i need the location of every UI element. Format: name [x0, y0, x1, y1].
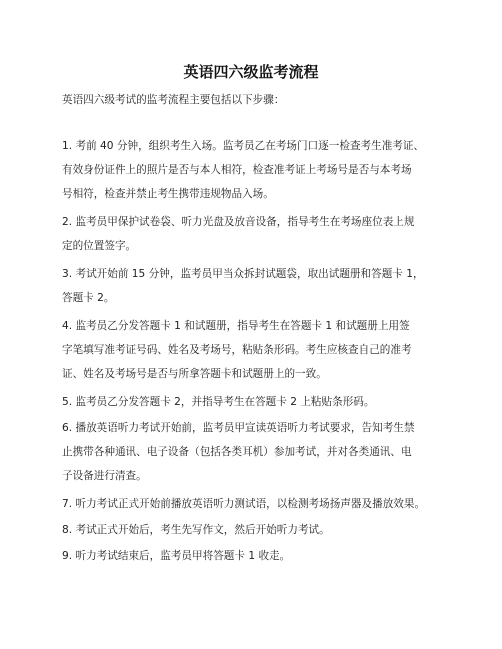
step-6-line-3: 子设备进行清查。: [62, 470, 147, 482]
step-9-line-1: 9. 听力考试结束后，监考员甲将答题卡 1 收走。: [62, 550, 291, 562]
step-4-line-1: 4. 监考员乙分发答题卡 1 和试题册，指导考生在答题卡 1 和试题册上用签: [62, 320, 410, 332]
step-1-line-1: 1. 考前 40 分钟，组织考生入场。监考员乙在考场门口逐一检查考生准考证、: [62, 140, 425, 152]
step-4-line-3: 证、姓名及考场号是否与所拿答题卡和试题册上的一致。: [62, 368, 327, 380]
step-1-line-3: 号相符，检查并禁止考生携带违规物品入场。: [62, 188, 274, 200]
step-8-line-1: 8. 考试正式开始后，考生先写作文，然后开始听力考试。: [62, 524, 330, 536]
intro-text: 英语四六级考试的监考流程主要包括以下步骤：: [62, 94, 285, 106]
step-5-line-1: 5. 监考员乙分发答题卡 2，并指导考生在答题卡 2 上粘贴条形码。: [62, 396, 375, 408]
step-2-line-2: 定的位置签字。: [62, 240, 137, 252]
step-3-line-2: 答题卡 2。: [62, 292, 115, 304]
step-3-line-1: 3. 考试开始前 15 分钟，监考员甲当众拆封试题袋，取出试题册和答题卡 1，: [62, 268, 424, 280]
step-2-line-1: 2. 监考员甲保护试卷袋、听力光盘及放音设备，指导考生在考场座位表上规: [62, 216, 415, 228]
step-6-line-1: 6. 播放英语听力考试开始前，监考员甲宣读英语听力考试要求，告知考生禁: [62, 422, 415, 434]
step-6-line-2: 止携带各种通讯、电子设备（包括各类耳机）参加考试，并对各类通讯、电: [62, 446, 412, 458]
page-title: 英语四六级监考流程: [183, 63, 319, 81]
step-4-line-2: 字笔填写准考证号码、姓名及考场号，粘贴条形码。考生应核查自己的准考: [62, 344, 412, 356]
step-7-line-1: 7. 听力考试正式开始前播放英语听力测试语，以检测考场扬声器及播放效果。: [62, 498, 426, 510]
step-1-line-2: 有效身份证件上的照片是否与本人相符，检查准考证上考场号是否与本考场: [62, 164, 412, 176]
